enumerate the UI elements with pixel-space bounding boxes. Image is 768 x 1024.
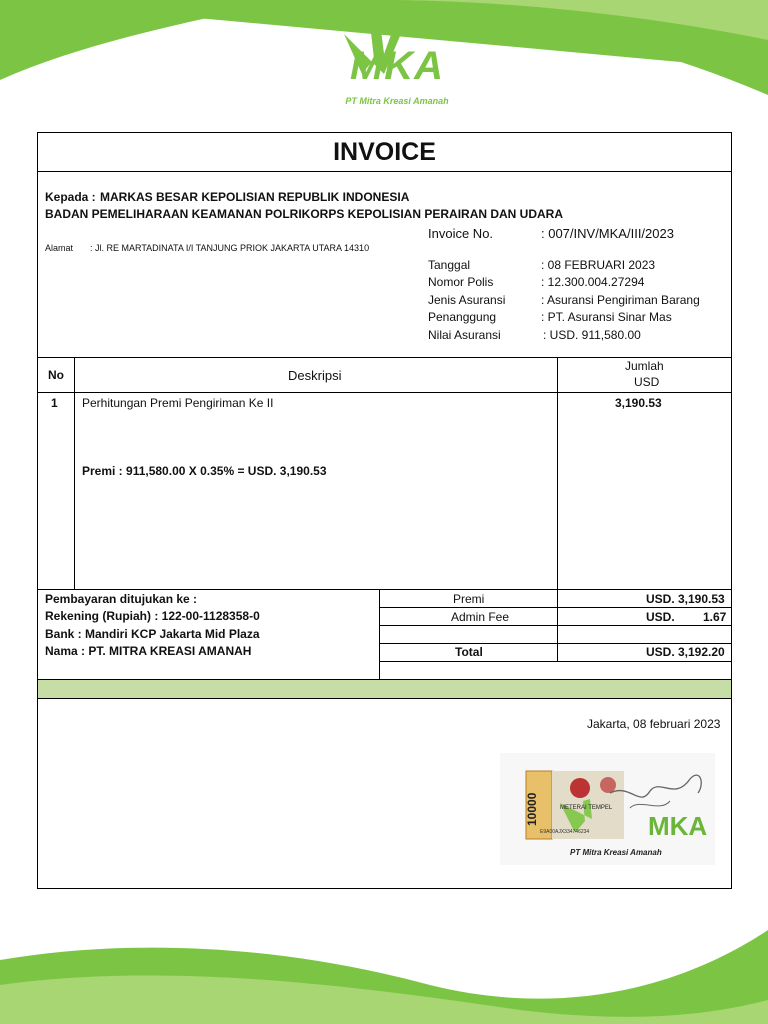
summary-row-line-3 <box>379 643 731 644</box>
to-line1: MARKAS BESAR KEPOLISIAN REPUBLIK INDONESIA <box>100 190 410 204</box>
summary-row-line-1 <box>379 607 731 608</box>
field-value-tanggal: : 08 FEBRUARI 2023 <box>541 258 656 272</box>
logo-mark: MKA <box>349 44 445 88</box>
field-value-nilai-asuransi: : USD. 911,580.00 <box>543 328 641 342</box>
payment-line3: Bank : Mandiri KCP Jakarta Mid Plaza <box>45 627 260 641</box>
field-label-penanggung: Penanggung <box>428 310 497 324</box>
row-formula: Premi : 911,580.00 X 0.35% = USD. 3,190.53 <box>82 464 327 478</box>
table-header-border <box>38 392 731 393</box>
col-header-no: No <box>48 368 64 382</box>
col-header-currency: USD <box>634 375 660 389</box>
company-logo <box>322 14 472 114</box>
field-label-invoice-no: Invoice No. <box>428 226 494 241</box>
row-description: Perhitungan Premi Pengiriman Ke II <box>82 396 274 410</box>
place-date: Jakarta, 08 februari 2023 <box>587 717 721 731</box>
stamp-mark: MKA <box>648 811 708 841</box>
to-line2: BADAN PEMELIHARAAN KEAMANAN POLRIKORPS KEPOLISIAN PERAIRAN DAN UDARA <box>45 207 564 221</box>
stamp-graphic <box>500 753 715 865</box>
payment-line4: Nama : PT. MITRA KREASI AMANAH <box>45 644 252 658</box>
summary-admin-label: Admin Fee <box>451 610 510 624</box>
to-label: Kepada : <box>45 190 96 204</box>
field-label-tanggal: Tanggal <box>428 258 471 272</box>
summary-row-line-2 <box>379 625 731 626</box>
table-col-divider-2 <box>557 357 558 589</box>
field-label-jenis-asuransi: Jenis Asuransi <box>428 293 506 307</box>
address-label: Alamat <box>45 243 74 253</box>
field-label-nilai-asuransi: Nilai Asuransi <box>428 328 501 342</box>
table-top-border <box>38 357 731 358</box>
field-value-penanggung: : PT. Asuransi Sinar Mas <box>541 310 672 324</box>
table-col-divider-1 <box>74 357 75 589</box>
summary-row-line-4 <box>379 661 731 662</box>
invoice-frame <box>37 132 732 889</box>
field-value-invoice-no: : 007/INV/MKA/III/2023 <box>541 226 674 241</box>
payment-line1: Pembayaran ditujukan ke : <box>45 592 198 606</box>
separator-bar <box>38 679 731 699</box>
invoice-title: INVOICE <box>38 133 731 172</box>
summary-divider-left <box>379 589 380 679</box>
payment-line2: Rekening (Rupiah) : 122-00-1128358-0 <box>45 609 260 623</box>
summary-premi-value: USD. 3,190.53 <box>646 592 725 606</box>
stamp-company: PT Mitra Kreasi Amanah <box>570 848 662 857</box>
row-amount: 3,190.53 <box>615 396 662 410</box>
col-header-amount: Jumlah <box>625 359 664 373</box>
logo-tagline: PT Mitra Kreasi Amanah <box>345 96 449 106</box>
field-label-nomor-polis: Nomor Polis <box>428 275 494 289</box>
stamp-label: METERAI TEMPEL <box>560 805 613 811</box>
company-stamp <box>500 753 715 865</box>
summary-total-label: Total <box>455 645 483 659</box>
field-value-jenis-asuransi: : Asuransi Pengiriman Barang <box>541 293 700 307</box>
field-value-nomor-polis: : 12.300.004.27294 <box>541 275 645 289</box>
col-header-desc: Deskripsi <box>288 368 342 383</box>
table-bottom-border <box>38 589 731 590</box>
summary-total-value: USD. 3,192.20 <box>646 645 725 659</box>
summary-premi-label: Premi <box>453 592 485 606</box>
summary-admin-value: 1.67 <box>703 610 727 624</box>
row-no: 1 <box>51 396 58 410</box>
stamp-value: 10000 <box>525 792 539 826</box>
summary-admin-currency: USD. <box>646 610 675 624</box>
address-value: : Jl. RE MARTADINATA I/I TANJUNG PRIOK JAKARTA UTARA 14310 <box>90 243 370 253</box>
stamp-code: E9A00AJX334746234 <box>540 829 590 835</box>
